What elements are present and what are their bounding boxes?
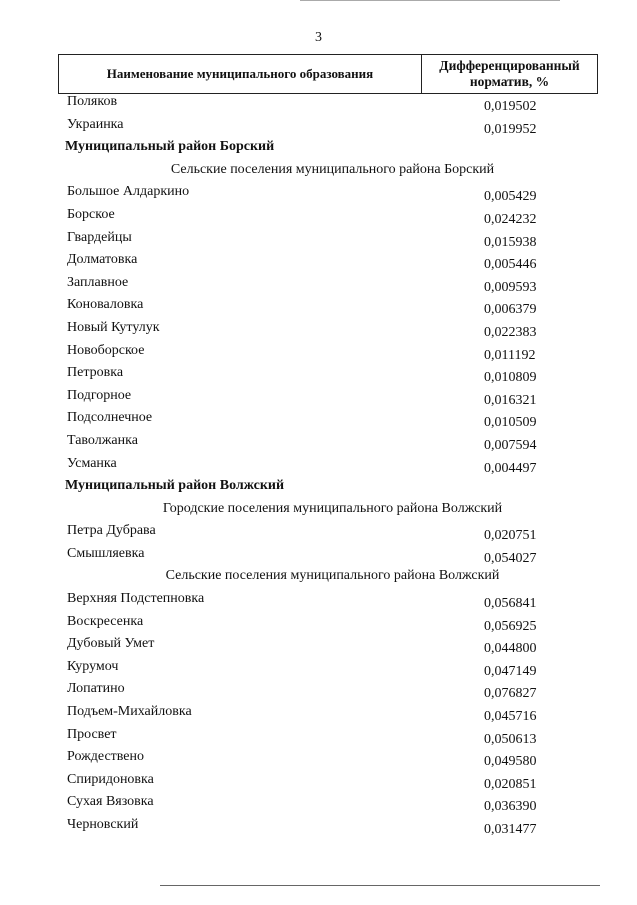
row-value: 0,019502 xyxy=(484,99,537,114)
table-row xyxy=(0,318,637,341)
settlement-subheading xyxy=(0,160,637,183)
row-value: 0,004497 xyxy=(484,460,537,476)
table-row xyxy=(0,431,637,454)
bottom-rule xyxy=(160,885,600,886)
table-row xyxy=(0,454,637,477)
row-name: Верхняя Подстепновка xyxy=(67,591,205,607)
table-row xyxy=(0,295,637,318)
table-row xyxy=(0,228,637,251)
row-value: 0,005446 xyxy=(484,257,537,273)
scan-edge-line xyxy=(300,0,560,1)
table-row xyxy=(0,634,637,657)
row-value: 0,020751 xyxy=(484,528,537,544)
row-value: 0,010509 xyxy=(484,415,537,431)
table-row xyxy=(0,341,637,364)
table-row xyxy=(0,544,637,567)
row-name: Сельские поселения муниципального района Борский xyxy=(170,161,495,177)
page-number: 3 xyxy=(315,30,322,45)
row-value: 0,005429 xyxy=(484,189,537,205)
header-col-norm xyxy=(422,55,597,93)
row-value: 0,056925 xyxy=(484,618,537,634)
table-row xyxy=(0,679,637,702)
table-row xyxy=(0,205,637,228)
table-row xyxy=(0,589,637,612)
row-name: Большое Алдаркино xyxy=(67,184,190,200)
row-value: 0,020851 xyxy=(484,776,537,792)
row-name: Сухая Вязовка xyxy=(67,794,154,810)
row-name: Новый Кутулук xyxy=(67,319,160,335)
district-heading xyxy=(0,137,637,160)
row-name: Петровка xyxy=(67,365,124,381)
row-value: 0,010809 xyxy=(484,370,537,386)
table-row xyxy=(0,92,637,115)
row-value: 0,036390 xyxy=(484,799,537,815)
table-row xyxy=(0,792,637,815)
row-name: Лопатино xyxy=(67,681,125,697)
row-name: Дубовый Умет xyxy=(67,636,155,652)
row-name: Муниципальный район Волжский xyxy=(65,478,285,494)
row-value: 0,047149 xyxy=(484,663,537,679)
row-value: 0,007594 xyxy=(484,437,537,453)
settlement-subheading xyxy=(0,499,637,522)
table-row xyxy=(0,725,637,748)
district-heading xyxy=(0,476,637,499)
table-row xyxy=(0,115,637,138)
row-value: 0,049580 xyxy=(484,754,537,770)
row-name: Просвет xyxy=(67,726,117,742)
row-value: 0,045716 xyxy=(484,709,537,725)
table-row xyxy=(0,521,637,544)
row-name: Смышляевка xyxy=(67,545,145,561)
row-name: Украинка xyxy=(67,116,124,132)
header-col-norm-line2: норматив, % xyxy=(469,74,550,89)
row-name: Поляков xyxy=(67,94,118,109)
row-name: Долматовка xyxy=(67,252,138,268)
table-row xyxy=(0,747,637,770)
row-value: 0,009593 xyxy=(484,279,537,295)
row-value: 0,016321 xyxy=(484,392,537,408)
row-name: Подъем-Михайловка xyxy=(67,704,192,720)
table-row xyxy=(0,363,637,386)
row-value: 0,006379 xyxy=(484,302,537,318)
row-name: Коноваловка xyxy=(67,297,144,313)
row-value: 0,044800 xyxy=(484,641,537,657)
row-name: Борское xyxy=(67,206,115,222)
row-name: Черновский xyxy=(67,817,139,832)
row-name: Петра Дубрава xyxy=(67,523,156,539)
row-name: Городские поселения муниципального района Волжский xyxy=(162,500,503,516)
table-row xyxy=(0,250,637,273)
row-value: 0,024232 xyxy=(484,211,537,227)
table-row xyxy=(0,408,637,431)
row-value: 0,076827 xyxy=(484,686,537,702)
row-value: 0,031477 xyxy=(484,822,537,837)
header-col-norm-line1: Дифференцированный xyxy=(439,58,580,73)
settlement-subheading xyxy=(0,566,637,589)
row-value: 0,050613 xyxy=(484,731,537,747)
row-name: Гвардейцы xyxy=(67,229,132,245)
row-name: Рождествено xyxy=(67,749,145,765)
row-name: Усманка xyxy=(67,455,117,471)
row-name: Спиридоновка xyxy=(67,771,154,787)
table-header xyxy=(58,54,598,94)
row-value: 0,019952 xyxy=(484,121,537,137)
row-name: Подгорное xyxy=(67,387,132,403)
table-row xyxy=(0,657,637,680)
table-row xyxy=(0,182,637,205)
row-name: Муниципальный район Борский xyxy=(65,139,275,155)
table-body xyxy=(0,92,637,838)
row-value: 0,022383 xyxy=(484,324,537,340)
row-name: Сельские поселения муниципального района Волжский xyxy=(165,568,500,584)
header-col-name: Наименование муниципального образования xyxy=(59,55,422,93)
table-row xyxy=(0,612,637,635)
row-value: 0,054027 xyxy=(484,550,537,566)
table-row xyxy=(0,273,637,296)
row-name: Таволжанка xyxy=(67,432,138,448)
row-name: Курумоч xyxy=(67,658,119,674)
row-value: 0,056841 xyxy=(484,596,537,612)
row-value: 0,011192 xyxy=(484,347,536,363)
table-row xyxy=(0,386,637,409)
row-name: Заплавное xyxy=(67,274,129,290)
row-name: Воскресенка xyxy=(67,613,144,629)
row-name: Подсолнечное xyxy=(67,410,153,426)
table-row xyxy=(0,702,637,725)
row-name: Новоборское xyxy=(67,342,145,358)
table-row xyxy=(0,770,637,793)
table-row xyxy=(0,815,637,838)
row-value: 0,015938 xyxy=(484,234,537,250)
